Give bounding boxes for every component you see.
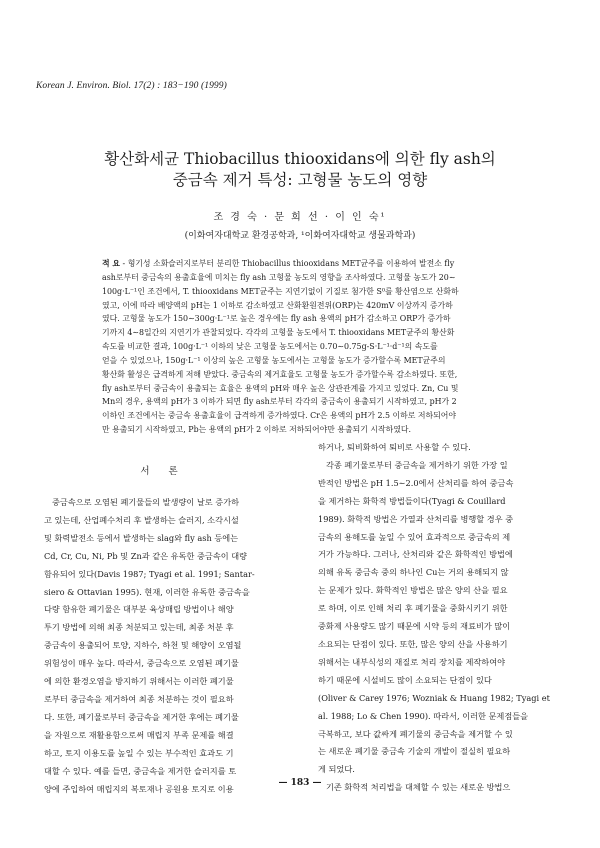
body-line: 을 자원으로 재활용함으로써 매립지 부족 문제를 해결: [44, 729, 234, 740]
abstract-line: [102, 257, 500, 271]
body-line: 양에 주입하여 매립지의 복토재나 공원용 토지로 이용: [44, 783, 234, 794]
body-line: 을 제거하는 화학적 방법들이다(Tyagi & Couillard: [318, 495, 506, 506]
journal-citation: Korean J. Environ. Biol. 17(2) : 183−190 (1999): [36, 81, 227, 91]
body-line: 는 새로운 폐기물 중금속 기술의 개발이 절실히 필요하: [318, 746, 511, 757]
body-line: 각종 폐기물로부터 중금속을 제거하기 위한 가장 일: [326, 459, 508, 470]
body-line: 극복하고, 보다 값싸게 폐기물의 중금속을 제거할 수 있: [318, 728, 513, 739]
body-line: Cd, Cr, Cu, Ni, Pb 및 Zn과 같은 유독한 중금속이 대량: [44, 550, 248, 561]
abstract-text: - 형기성 소화슬러지로부터 분리한 Thiobacillus thiooxidans MET균주를 이용하여 발전소 fly: [122, 259, 455, 268]
body-line: 고 있는데, 산업폐수처리 후 발생하는 슬러지, 소각시설: [44, 514, 239, 525]
body-line: 소요되는 단점이 있다. 또한, 많은 양의 산을 사용하기: [318, 638, 508, 649]
body-line: 중화제 사용량도 많기 때문에 시약 등의 재료비가 많이: [318, 621, 511, 632]
body-line: 거가 가능하다. 그러나, 산처리와 같은 화학적인 방법에: [318, 549, 513, 560]
page-number: [0, 778, 600, 788]
body-line: (Oliver & Carey 1976; Wozniak & Huang 1982; Tyagi et: [318, 692, 550, 703]
body-line: 게 되었다.: [318, 764, 355, 775]
body-line: 대할 수 있다. 예를 들면, 중금속을 제거한 슬러지를 토: [44, 765, 237, 776]
body-line: 함유되어 있다(Davis 1987; Tyagi et al. 1991; Santar-: [44, 568, 255, 579]
section-heading: 서 론: [140, 466, 186, 477]
abstract-line: 만 용출되기 시작하였고, Pb는 용액의 pH가 2 이하로 저하되어야만 용출되기 시작하였다.: [102, 425, 411, 435]
body-line: 기존 화학적 처리법을 대체할 수 있는 새로운 방법으: [326, 782, 511, 793]
body-line: 로 하며, 이로 인해 처리 후 폐기물을 중화시키기 위한: [318, 603, 508, 614]
abstract-line: 속도를 비교한 결과, 100g·L⁻¹ 이하의 낮은 고형물 농도에서는 0.70∼0.75g-S·L⁻¹·d⁻¹의 속도를: [102, 342, 438, 352]
abstract-line: 였고, 이에 따라 배양액의 pH는 1 이하로 감소하였고 산화환원전위(ORP)는 420mV 이상까지 증가하: [102, 300, 453, 310]
paper-title-line-1: 황산화세균 Thiobacillus thiooxidans에 의한 fly ash의: [104, 150, 496, 168]
body-line: 중금속이 용출되어 토양, 지하수, 하천 및 해양이 오염될: [44, 640, 242, 651]
author-list: 조 경 숙 · 문 희 선 · 이 인 숙¹: [213, 212, 387, 223]
abstract-line: ash로부터 중금속의 용출효율에 미치는 fly ash 고형물 농도의 영향을 조사하였다. 고형물 농도가 20∼: [102, 272, 456, 282]
body-line: 중금속으로 오염된 폐기물들의 발생량이 날로 증가하: [52, 497, 240, 507]
body-line: 투기 방법에 의해 최종 처분되고 있는데, 최종 처분 후: [44, 622, 234, 633]
left-column: [44, 452, 282, 798]
abstract-line: 얻을 수 있었으나, 150g·L⁻¹ 이상의 높은 고형물 농도에서는 고형물 농도가 증가할수록 MET균주의: [102, 355, 446, 365]
right-column: [318, 439, 556, 797]
body-line: 로부터 중금속을 제거하여 최종 처분하는 것이 필요하: [44, 693, 234, 704]
body-line: 다. 또한, 폐기물로부터 중금속을 제거한 후에는 폐기물: [44, 711, 239, 722]
abstract-label: 적 요: [102, 259, 120, 268]
affiliation: (이화여자대학교 환경공학과, ¹이화여자대학교 생물과학과): [184, 231, 416, 241]
body-line: 는 문제가 있다. 화학적인 방법은 많은 양의 산을 필요: [318, 585, 508, 596]
body-line: al. 1988; Lo & Chen 1990). 따라서, 이러한 문제점들을: [318, 710, 529, 721]
body-line: 에 의한 환경오염을 방지하기 위해서는 이러한 폐기물: [44, 676, 234, 687]
body-line: 하거나, 퇴비화하여 퇴비로 사용할 수 있다.: [318, 442, 471, 452]
body-line: 및 화력발전소 등에서 발생하는 slag와 fly ash 등에는: [44, 532, 239, 543]
abstract: [102, 257, 500, 437]
body-line: 금속의 용해도를 높일 수 있어 효과적으로 중금속의 제: [318, 531, 511, 542]
abstract-line: 100g·L⁻¹인 조건에서, T. thiooxidans MET균주는 지연기없이 기질로 첨가한 S⁰를 황산염으로 산화하: [102, 286, 459, 296]
body-line: 1989). 화학적 방법은 가열과 산처리를 병행할 경우 중: [318, 513, 514, 524]
abstract-line: Mn의 경우, 용액의 pH가 3 이하가 되면 fly ash로부터 각각의 중금속이 용출되기 시작하였고, pH가 2: [102, 397, 457, 407]
abstract-line: 이하인 조건에서는 중금속 용출효율이 급격하게 증가하였다. Cr은 용액의 pH가 2.5 이하로 저하되어야: [102, 411, 457, 421]
body-line: 하고, 토지 이용도를 높일 수 있는 부수적인 효과도 기: [44, 747, 234, 758]
abstract-line: 기까지 4∼8일간의 지연기가 관찰되었다. 각각의 고형물 농도에서 T. thiooxidans MET균주의 황산화: [102, 328, 455, 338]
body-line: 다량 함유한 폐기물은 대부분 육상매립 방법이나 해양: [44, 604, 234, 615]
abstract-line: 였다. 고형물 농도가 150∼300g·L⁻¹로 높은 경우에는 fly ash 용액의 pH가 감소하고 ORP가 증가하: [102, 314, 451, 324]
body-line: 반적인 방법은 pH 1.5∼2.0에서 산처리를 하여 중금속: [318, 477, 514, 488]
body-line: siero & Ottavian 1995). 현재, 이러한 유독한 중금속을: [44, 586, 250, 597]
body-line: 하기 때문에 시설비도 많이 소요되는 단점이 있다: [318, 674, 492, 685]
body-line: 위험성이 매우 높다. 따라서, 중금속으로 오염된 폐기물: [44, 658, 239, 669]
body-line: 의해 유독 중금속 중의 하나인 Cu는 거의 용해되지 않: [318, 567, 509, 578]
page-number-value: — 183 —: [278, 778, 321, 788]
paper-title-line-2: 중금속 제거 특성: 고형물 농도의 영향: [172, 171, 428, 189]
abstract-line: fly ash로부터 중금속이 용출되는 효율은 용액의 pH와 매우 높은 상관관계를 가지고 있었다. Zn, Cu 및: [102, 383, 459, 393]
abstract-line: 황산화 활성은 급격하게 저해 받았다. 중금속의 제거효율도 고형물 농도가 증가할수록 감소하였다. 또한,: [102, 369, 458, 379]
body-line: 위해서는 내부식성의 재질로 처리 장치를 제작하여야: [318, 656, 506, 667]
